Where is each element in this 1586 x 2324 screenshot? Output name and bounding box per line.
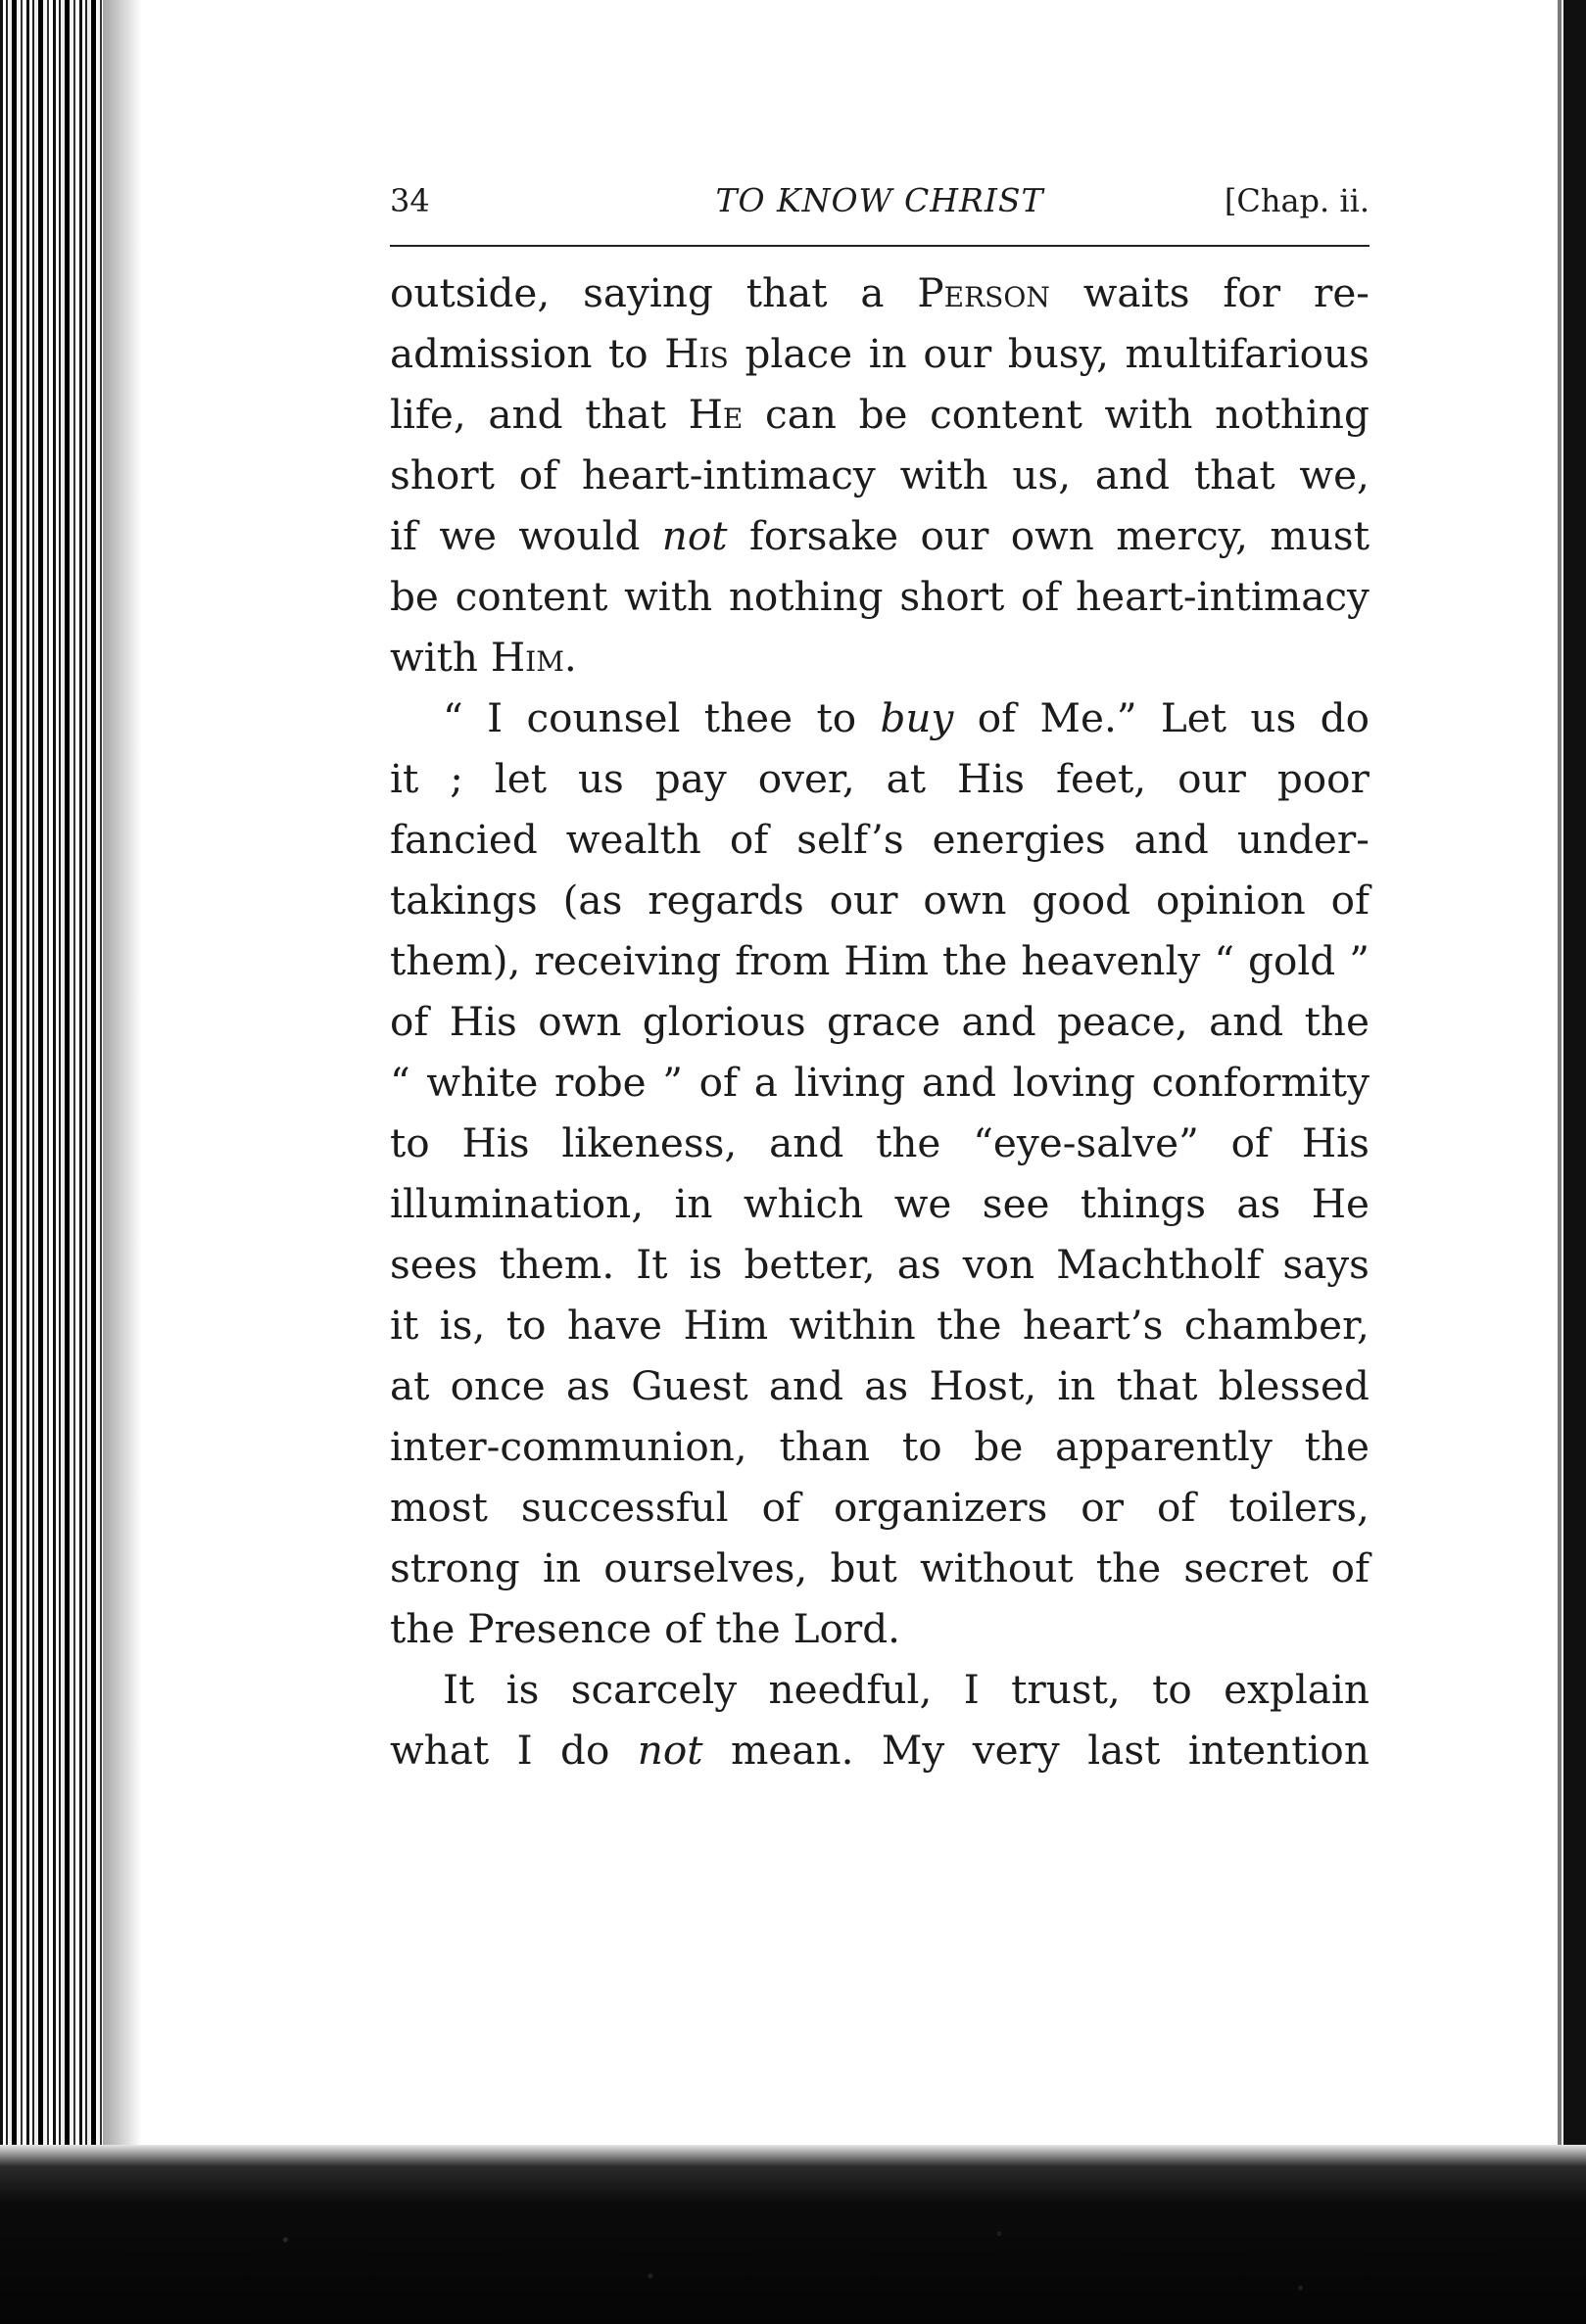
word: thee	[703, 694, 793, 741]
word: not	[661, 512, 728, 559]
text-line	[390, 505, 1370, 566]
scanner-right-edge	[1563, 0, 1586, 2194]
word: with	[390, 634, 491, 681]
word: robe	[553, 1059, 647, 1106]
word: and	[769, 1119, 844, 1166]
word: let	[494, 755, 547, 802]
word: we	[893, 1180, 952, 1227]
word: explain	[1224, 1666, 1370, 1713]
word: with	[624, 573, 713, 620]
word: the	[937, 1302, 1002, 1349]
word: within	[789, 1302, 916, 1349]
word: of	[1157, 1484, 1196, 1531]
word: receiving	[534, 937, 722, 984]
word: our	[1177, 755, 1246, 802]
word: we,	[1299, 451, 1370, 498]
word: wealth	[565, 816, 701, 863]
text-line	[390, 1113, 1370, 1173]
word: likeness,	[561, 1119, 738, 1166]
word: My	[881, 1727, 945, 1774]
word: for	[1223, 269, 1281, 316]
word: them.	[499, 1241, 615, 1288]
word: is,	[439, 1302, 486, 1349]
word: be	[390, 573, 439, 620]
word: heart-intimacy	[1076, 573, 1370, 620]
book-page	[390, 166, 1370, 1774]
word: chamber,	[1183, 1302, 1370, 1349]
word: than	[779, 1423, 871, 1470]
word: apparently	[1055, 1423, 1273, 1470]
word: of	[664, 1605, 716, 1652]
text-line	[390, 991, 1370, 1052]
text-line	[390, 1659, 1370, 1720]
word: says	[1282, 1241, 1370, 1288]
word: at	[886, 755, 927, 802]
word: last	[1087, 1727, 1161, 1774]
header-rule	[390, 245, 1370, 247]
word: a	[753, 1059, 778, 1106]
text-line	[390, 870, 1370, 930]
word: the	[876, 1119, 941, 1166]
word: takings	[390, 877, 538, 924]
word: outside,	[390, 269, 551, 316]
word: “	[443, 694, 463, 741]
word: not	[637, 1727, 703, 1774]
word: Him	[683, 1302, 769, 1349]
word: multifarious	[1125, 330, 1370, 377]
word: with	[899, 451, 988, 498]
word: counsel	[526, 694, 681, 741]
word: Guest	[631, 1362, 748, 1409]
word: mean.	[730, 1727, 854, 1774]
word: I	[963, 1666, 980, 1713]
word: and	[961, 998, 1036, 1045]
word: peace,	[1057, 998, 1188, 1045]
word: see	[982, 1180, 1050, 1227]
word: to	[1152, 1666, 1192, 1713]
chapter-reference: [Chap. ii.	[1224, 182, 1370, 219]
word: “eye-salve”	[973, 1119, 1199, 1166]
word: and	[1133, 816, 1209, 863]
word: do	[1320, 694, 1370, 741]
word: in	[674, 1180, 713, 1227]
running-title: TO KNOW CHRIST	[715, 181, 1044, 219]
word: that	[585, 391, 666, 438]
word: of	[729, 816, 769, 863]
word: the	[715, 1605, 793, 1652]
word: a	[860, 269, 885, 316]
text-line	[390, 1477, 1370, 1538]
word: loving	[1012, 1059, 1135, 1106]
text-line	[390, 1416, 1370, 1477]
word: Lord.	[793, 1605, 901, 1652]
page-edge-line	[1558, 0, 1562, 2194]
text-line	[390, 1234, 1370, 1295]
word: opinion	[1155, 877, 1306, 924]
word: of	[1330, 1544, 1370, 1591]
word: that	[1193, 451, 1275, 498]
word: mercy,	[1116, 512, 1249, 559]
word: ”	[662, 1059, 683, 1106]
word: and	[921, 1059, 997, 1106]
word: energies	[932, 816, 1106, 863]
word: things	[1080, 1180, 1206, 1227]
word: be	[974, 1423, 1024, 1470]
word: Host,	[929, 1362, 1037, 1409]
word: with	[1104, 391, 1193, 438]
word: what	[390, 1727, 490, 1774]
word: it	[390, 1302, 419, 1349]
word: short	[390, 451, 495, 498]
word: busy,	[1007, 330, 1109, 377]
word: the	[1095, 1544, 1162, 1591]
word: toilers,	[1228, 1484, 1370, 1531]
word: place	[745, 330, 853, 377]
word: and	[1209, 998, 1284, 1045]
word: Machtholf	[1056, 1241, 1262, 1288]
word: as	[566, 1362, 610, 1409]
word: “	[1214, 937, 1235, 984]
word: forsake	[748, 512, 899, 559]
word: in	[1057, 1362, 1096, 1409]
word: and	[768, 1362, 844, 1409]
word: nothing	[1215, 391, 1370, 438]
word: of	[698, 1059, 739, 1106]
word: it	[390, 755, 419, 802]
word: “	[390, 1059, 410, 1106]
word: us	[1250, 694, 1297, 741]
word: to	[816, 694, 857, 741]
text-line	[390, 1720, 1370, 1780]
text-line	[390, 1173, 1370, 1234]
word: re-	[1313, 269, 1370, 316]
word: us	[577, 755, 624, 802]
word: sees	[390, 1241, 478, 1288]
word: if	[390, 512, 417, 559]
word: content	[930, 391, 1082, 438]
word: Person	[917, 269, 1050, 316]
word: own	[1010, 512, 1094, 559]
word: ;	[450, 755, 463, 802]
word: can	[765, 391, 837, 438]
word: living	[793, 1059, 906, 1106]
word: His	[1301, 1119, 1370, 1166]
word: our	[829, 877, 898, 924]
word: trust,	[1011, 1666, 1121, 1713]
text-line	[390, 1355, 1370, 1416]
word: Let	[1160, 694, 1227, 741]
word: and	[1094, 451, 1171, 498]
word: that	[745, 269, 828, 316]
word: do	[560, 1727, 610, 1774]
word: waits	[1082, 269, 1190, 316]
word: over,	[757, 755, 855, 802]
word: glorious	[642, 998, 806, 1045]
word: to	[390, 1119, 430, 1166]
word: them),	[390, 937, 521, 984]
word: of	[518, 451, 558, 498]
word: illumination,	[390, 1180, 645, 1227]
word: in	[868, 330, 907, 377]
word: scarcely	[570, 1666, 738, 1713]
word: feet,	[1056, 755, 1147, 802]
word: the	[1304, 998, 1370, 1045]
word: of	[390, 998, 429, 1045]
word: buy	[880, 694, 954, 741]
text-line	[390, 384, 1370, 445]
word: of	[761, 1484, 800, 1531]
word: gold	[1248, 937, 1336, 984]
word: own	[923, 877, 1007, 924]
text-line	[390, 1598, 1370, 1659]
word: secret	[1183, 1544, 1309, 1591]
word: organizers	[833, 1484, 1048, 1531]
word: from	[735, 937, 831, 984]
word: blessed	[1218, 1362, 1370, 1409]
word: intention	[1187, 1727, 1370, 1774]
word: at	[390, 1362, 430, 1409]
word: ”	[1349, 937, 1370, 984]
word: that	[1116, 1362, 1198, 1409]
text-line	[390, 445, 1370, 505]
word: I	[516, 1727, 533, 1774]
word: His	[449, 998, 517, 1045]
word: our	[920, 512, 989, 559]
text-line	[390, 748, 1370, 809]
word: white	[426, 1059, 539, 1106]
word: own	[538, 998, 622, 1045]
word: heart’s	[1022, 1302, 1164, 1349]
word: without	[919, 1544, 1074, 1591]
word: It	[636, 1241, 668, 1288]
word: most	[390, 1484, 488, 1531]
text-line	[390, 627, 1370, 688]
word: our	[923, 330, 992, 377]
word: have	[566, 1302, 663, 1349]
word: fancied	[390, 816, 538, 863]
word: once	[450, 1362, 546, 1409]
word: of	[1230, 1119, 1271, 1166]
text-line	[390, 1295, 1370, 1355]
word: His	[461, 1119, 530, 1166]
word: heavenly	[1021, 937, 1201, 984]
word: short	[899, 573, 1005, 620]
text-line	[390, 323, 1370, 384]
word: to	[505, 1302, 547, 1349]
word: He	[1311, 1180, 1370, 1227]
text-line	[390, 1052, 1370, 1113]
word: to	[901, 1423, 942, 1470]
word: is	[689, 1241, 723, 1288]
word: Me.”	[1039, 694, 1137, 741]
binding-shadow	[103, 0, 142, 2194]
word: we	[439, 512, 497, 559]
word: His	[957, 755, 1026, 802]
text-line	[390, 566, 1370, 627]
book-binding-edge	[0, 0, 103, 2194]
word: successful	[520, 1484, 729, 1531]
word: as	[864, 1362, 909, 1409]
word: ourselves,	[603, 1544, 808, 1591]
word: regards	[648, 877, 804, 924]
text-line	[390, 1538, 1370, 1598]
word: grace	[827, 998, 941, 1045]
text-line	[390, 262, 1370, 323]
word: heart-intimacy	[581, 451, 876, 498]
word: inter-communion,	[390, 1423, 747, 1470]
text-line	[390, 688, 1370, 748]
word: is	[505, 1666, 540, 1713]
word: self’s	[796, 816, 904, 863]
word: of	[1020, 573, 1060, 620]
word: as	[896, 1241, 941, 1288]
word: life,	[390, 391, 466, 438]
word: must	[1270, 512, 1370, 559]
word: us,	[1012, 451, 1072, 498]
word: conformity	[1151, 1059, 1370, 1106]
word: poor	[1276, 755, 1370, 802]
word: von	[962, 1241, 1035, 1288]
word: admission	[390, 330, 593, 377]
word: strong	[390, 1544, 520, 1591]
word: Him.	[490, 634, 577, 681]
scanner-dust	[0, 2204, 1586, 2324]
word: the	[1304, 1423, 1370, 1470]
word: He	[688, 391, 744, 438]
word: It	[443, 1666, 475, 1713]
word: very	[972, 1727, 1060, 1774]
page-number: 34	[390, 182, 430, 219]
word: or	[1081, 1484, 1125, 1531]
word: saying	[583, 269, 713, 316]
word: under-	[1236, 816, 1370, 863]
word: which	[743, 1180, 864, 1227]
word: in	[543, 1544, 582, 1591]
word: nothing	[728, 573, 884, 620]
word: to	[608, 330, 649, 377]
running-head	[390, 166, 1370, 235]
text-line	[390, 930, 1370, 991]
word: would	[518, 512, 641, 559]
word: pay	[654, 755, 727, 802]
word: the	[942, 937, 1008, 984]
word: but	[830, 1544, 897, 1591]
word: needful,	[768, 1666, 933, 1713]
word: good	[1032, 877, 1131, 924]
word: be	[858, 391, 908, 438]
word: as	[1236, 1180, 1281, 1227]
word: better,	[744, 1241, 876, 1288]
word: the	[390, 1605, 468, 1652]
word: of	[977, 694, 1017, 741]
word: of	[1330, 877, 1370, 924]
word: and	[488, 391, 563, 438]
body-text	[390, 262, 1370, 1780]
word: I	[487, 694, 504, 741]
word: Him	[843, 937, 930, 984]
text-line	[390, 809, 1370, 870]
word: content	[455, 573, 608, 620]
word: Presence	[467, 1605, 665, 1652]
word: His	[664, 330, 729, 377]
word: (as	[562, 877, 623, 924]
